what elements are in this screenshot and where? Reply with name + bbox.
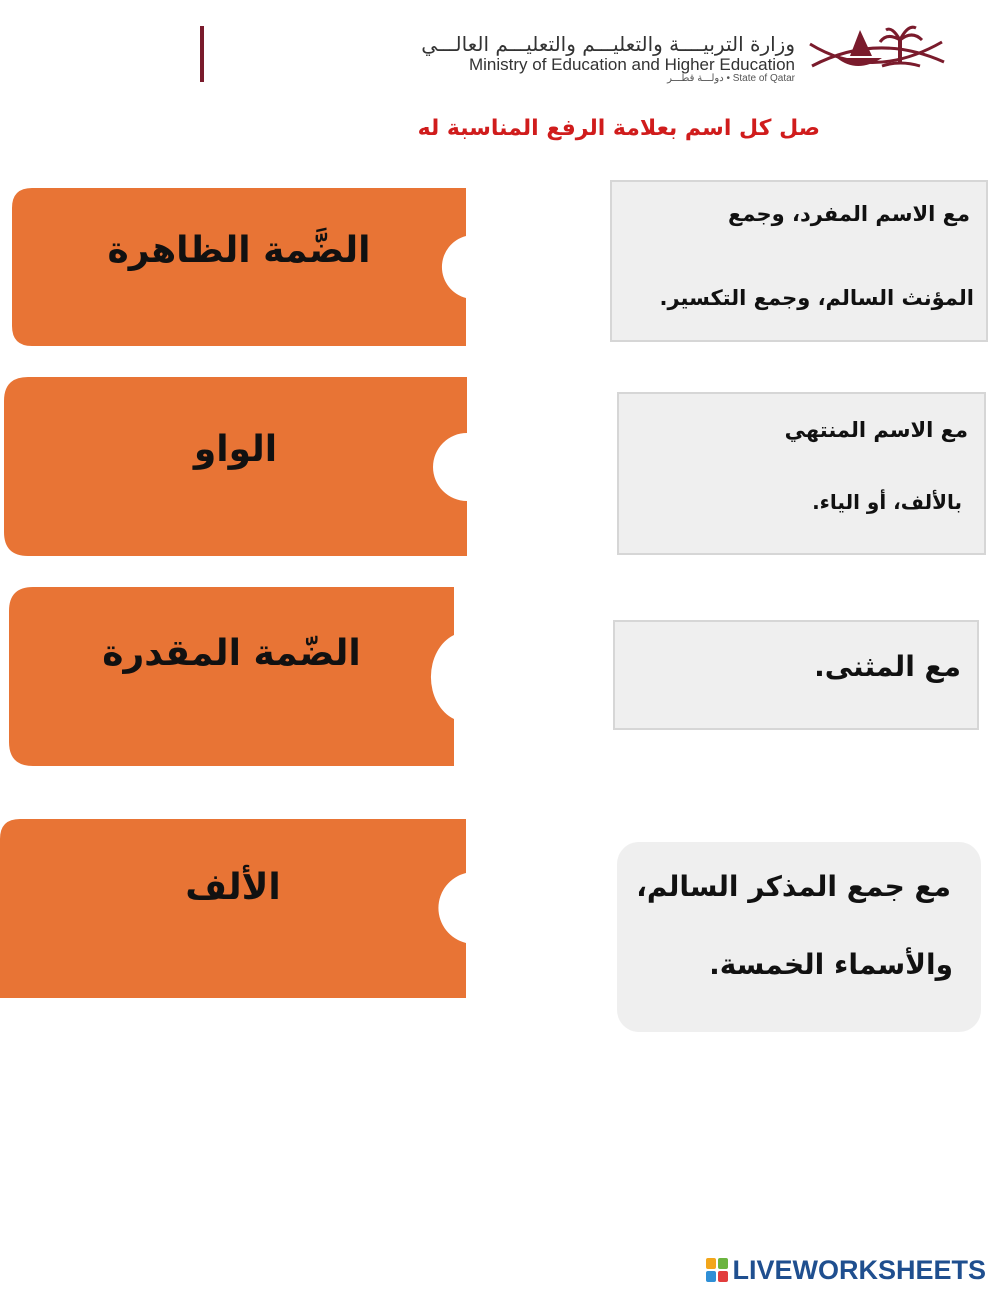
piece-label: الواو	[193, 429, 278, 470]
piece-label: الضّمة المقدرة	[102, 633, 361, 674]
description-line: مع المثنى.	[814, 650, 961, 683]
piece-label: الضَّمة الظاهرة	[107, 230, 371, 271]
description-line: بالألف، أو الياء.	[812, 490, 962, 514]
description-line: مع الاسم المنتهي	[784, 418, 968, 442]
piece-label: الألف	[185, 867, 281, 908]
answer-piece-damma-muqaddara[interactable]	[9, 587, 454, 766]
description-box-1[interactable]	[610, 180, 988, 342]
liveworksheets-logo	[706, 1254, 986, 1286]
answer-piece-damma-zahira[interactable]	[12, 188, 466, 346]
description-box-3[interactable]	[613, 620, 979, 730]
ministry-name-arabic: وزارة التربيــــة والتعليـــم والتعليـــم العالـــي	[421, 32, 795, 56]
description-line: والأسماء الخمسة.	[709, 948, 953, 981]
instruction-title: صل كل اسم بعلامة الرفع المناسبة له	[417, 116, 820, 141]
description-line: مع جمع المذكر السالم،	[636, 870, 951, 903]
liveworksheets-icon	[706, 1258, 728, 1282]
answer-piece-waw[interactable]	[4, 377, 467, 556]
ministry-name-english: Ministry of Education and Higher Education	[468, 55, 795, 74]
ministry-header	[200, 22, 960, 88]
answer-piece-alif[interactable]	[0, 819, 466, 998]
description-line: مع الاسم المفرد، وجمع	[728, 202, 970, 226]
description-box-2[interactable]	[617, 392, 986, 555]
description-line: المؤنث السالم، وجمع التكسير.	[659, 286, 974, 310]
state-label: State of Qatar • دولـــة قطـــر	[667, 73, 795, 84]
description-box-4[interactable]	[617, 842, 981, 1032]
qatar-emblem-icon	[802, 22, 952, 86]
puzzle-piece-shape	[9, 587, 454, 766]
header-divider	[200, 26, 204, 82]
puzzle-piece-shape	[0, 819, 466, 998]
liveworksheets-wordmark: LIVEWORKSHEETS	[732, 1254, 986, 1285]
